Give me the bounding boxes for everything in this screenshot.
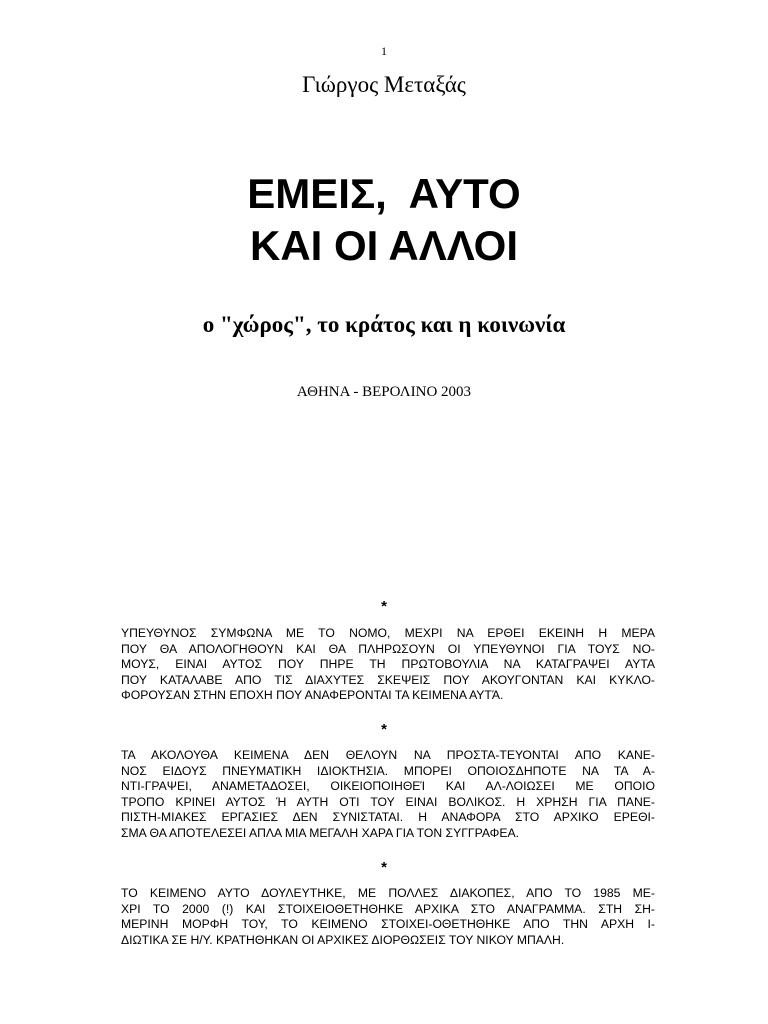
separator-star: *	[381, 859, 387, 876]
paragraph-line: ΧΡΙ ΤΟ 2000 (!) ΚΑΙ ΣΤΟΙΧΕΙΟΘΕΤΗΘΗΚΕ ΑΡΧΙΚΑ ΣΤΟ ΑΝΑΓΡΑΜΜΑ. ΣΤΗ ΣΗ-	[121, 901, 655, 916]
paragraph-line: ΝΟΣ ΕΙΔΟΥΣ ΠΝΕΥΜΑΤΙΚΗ ΙΔΙΟΚΤΗΣΙΑ. ΜΠΟΡΕΙ ΟΠΟΙΟΣΔΗΠΟΤΕ ΝΑ ΤΑ Α-	[121, 763, 655, 778]
paragraph-line: ΔΙΩΤΙΚΑ ΣΕ Η/Υ. ΚΡΑΤΗΘΗΚΑΝ ΟΙ ΑΡΧΙΚΕΣ ΔΙΟΡΘΩΣΕΙΣ ΤΟΥ ΝΙΚΟΥ ΜΠΑΛΗ.	[121, 932, 565, 947]
paragraph-line: ΠΟΥ ΘΑ ΑΠΟΛΟΓΗΘΟΥΝ ΚΑΙ ΘΑ ΠΛΗΡΩΣΟΥΝ ΟΙ ΥΠΕΥΘΥΝΟΙ ΓΙΑ ΤΟΥΣ ΝΟ-	[121, 641, 655, 656]
author-name: Γιώργος Μεταξάς	[302, 72, 466, 97]
copyright-paragraph	[121, 748, 655, 842]
separator-star: *	[381, 721, 387, 738]
paragraph-line: ΤΑ ΑΚΟΛΟΥΘΑ ΚΕΙΜΕΝΑ ΔΕΝ ΘΕΛΟΥΝ ΝΑ ΠΡΟΣΤΑ-ΤΕΥΟΝΤΑΙ ΑΠΟ ΚΑΝΕ-	[121, 748, 655, 762]
paragraph-line: ΥΠΕΥΘΥΝΟΣ ΣΥΜΦΩΝΑ ΜΕ ΤΟ ΝΟΜΟ, ΜΕΧΡΙ ΝΑ ΕΡΘΕΙ ΕΚΕΙΝΗ Η ΜΕΡΑ	[121, 626, 655, 640]
page-number: 1	[381, 44, 387, 58]
paragraph-line: ΤΟ ΚΕΙΜΕΝΟ ΑΥΤΟ ΔΟΥΛΕΥΤΗΚΕ, ΜΕ ΠΟΛΛΕΣ ΔΙΑΚΟΠΕΣ, ΑΠΟ ΤΟ 1985 ΜΕ-	[121, 886, 655, 900]
responsibility-paragraph	[121, 626, 655, 704]
place-and-year: ΑΘΗΝΑ - ΒΕΡΟΛΙΝΟ 2003	[296, 384, 472, 400]
paragraph-line: ΠΙΣΤΗ-ΜΙΑΚΕΣ ΕΡΓΑΣΙΕΣ ΔΕΝ ΣΥΝΙΣΤΑΤΑΙ. Η ΑΝΑΦΟΡΑ ΣΤΟ ΑΡΧΙΚΟ ΕΡΕΘΙ-	[121, 810, 655, 825]
paragraph-line: ΤΡΟΠΟ ΚΡΙΝΕΙ ΑΥΤΟΣ Ή ΑΥΤΗ ΟΤΙ ΤΟΥ ΕΙΝΑΙ ΒΟΛΙΚΟΣ. Η ΧΡΗΣΗ ΓΙΑ ΠΑΝΕ-	[121, 794, 655, 809]
paragraph-line: ΣΜΑ ΘΑ ΑΠΟΤΕΛΕΣΕΙ ΑΠΛΑ ΜΙΑ ΜΕΓΑΛΗ ΧΑΡΑ ΓΙΑ ΤΟΝ ΣΥΓΓΡΑΦΕΑ.	[121, 825, 519, 840]
paragraph-line: ΠΟΥ ΚΑΤΑΛΑΒΕ ΑΠΟ ΤΙΣ ΔΙΑΧΥΤΕΣ ΣΚΕΨΕΙΣ ΠΟΥ ΑΚΟΥΓΟΝΤΑΝ ΚΑΙ ΚΥΚΛΟ-	[121, 672, 655, 687]
paragraph-line: ΝΤΙ-ΓΡΑΨΕΙ, ΑΝΑΜΕΤΑΔΟΣΕΙ, ΟΙΚΕΙΟΠΟΙΗΘΕΊ ΚΑΙ ΑΛ-ΛΟΙΩΣΕΙ ΜΕ ΟΠΟΙΟ	[121, 779, 655, 794]
paragraph-line: ΜΟΥΣ, ΕΙΝΑΙ ΑΥΤΟΣ ΠΟΥ ΠΗΡΕ ΤΗ ΠΡΩΤΟΒΟΥΛΙΑ ΝΑ ΚΑΤΑΓΡΑΨΕΙ ΑΥΤΑ	[121, 657, 655, 672]
history-paragraph	[121, 886, 655, 948]
book-subtitle: ο "χώρος", το κράτος και η κοινωνία	[202, 312, 566, 337]
paragraph-line: ΜΕΡΙΝΗ ΜΟΡΦΗ ΤΟΥ, ΤΟ ΚΕΙΜΕΝΟ ΣΤΟΙΧΕΙ-ΟΘΕΤΗΘΗΚΕ ΑΠΟ ΤΗΝ ΑΡΧΗ Ι-	[121, 917, 655, 932]
book-title	[0, 168, 768, 272]
separator-star: *	[381, 598, 387, 615]
title-line: ΚΑΙ ΟΙ ΑΛΛΟΙ	[249, 222, 519, 269]
title-line: ΕΜΕΙΣ, ΑΥΤΟ	[247, 170, 521, 217]
paragraph-line: ΦΟΡΟΥΣΑΝ ΣΤΗΝ ΕΠΟΧΗ ΠΟΥ ΑΝΑΦΕΡΟΝΤΑΙ ΤΑ ΚΕΙΜΕΝΑ ΑΥΤΆ.	[121, 688, 504, 703]
